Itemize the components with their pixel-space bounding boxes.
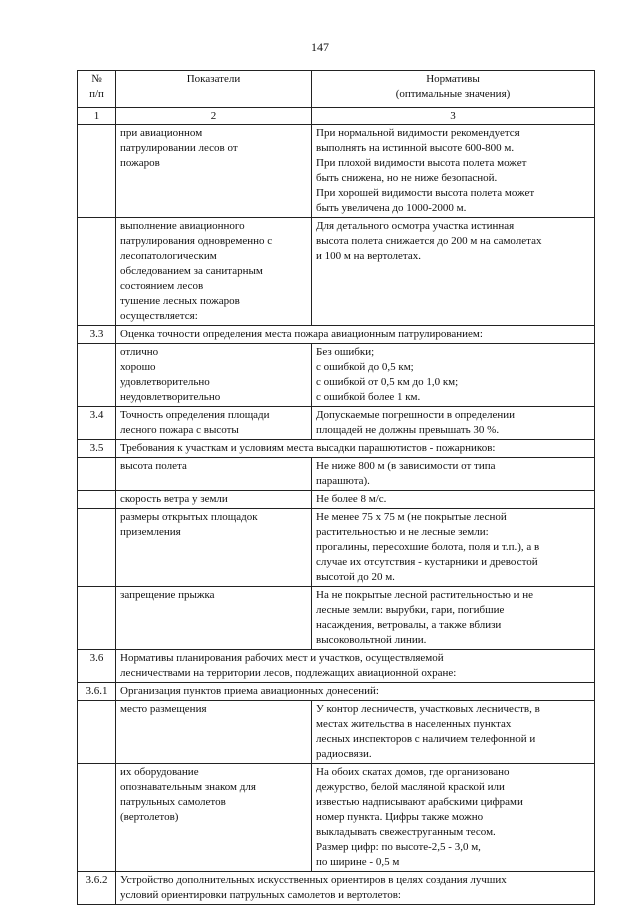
norm-line: высоковольтной линии.	[316, 634, 427, 646]
section-row	[78, 650, 595, 683]
row-number-cell	[78, 125, 116, 218]
norm-line: и 100 м на вертолетах.	[316, 250, 421, 262]
norm-line: парашюта).	[316, 475, 370, 487]
indicator-line: приземления	[120, 526, 181, 538]
section-title	[116, 650, 595, 683]
norm-line: случае их отсутствия - кустарники и древостой	[316, 556, 538, 568]
table-row	[78, 587, 595, 650]
norm-cell	[312, 407, 595, 440]
norm-line: Без ошибки;	[316, 346, 375, 358]
norm-line: выкладывать свежеструганным тесом.	[316, 826, 496, 838]
section-row	[78, 440, 595, 458]
section-title-line: лесничествами на территории лесов, подлежащих авиационной охране:	[120, 667, 457, 679]
header-col-norms-line: Нормативы	[426, 73, 480, 85]
indicator-cell	[116, 509, 312, 587]
norm-line: с ошибкой до 0,5 км;	[316, 361, 414, 373]
header-col-norms-line: (оптимальные значения)	[395, 88, 511, 100]
norm-line: номер пункта. Цифры также можно	[316, 811, 484, 823]
norm-cell	[312, 344, 595, 407]
norm-line: Не более 8 м/с.	[316, 493, 387, 505]
indicator-line: тушение лесных пожаров	[120, 295, 240, 307]
section-title: Организация пунктов приема авиационных донесений:	[116, 683, 595, 701]
section-title	[116, 872, 595, 905]
norm-cell	[312, 125, 595, 218]
table-row	[78, 509, 595, 587]
norm-cell	[312, 509, 595, 587]
indicator-line: отлично	[120, 346, 159, 358]
section-row	[78, 872, 595, 905]
indicator-cell	[116, 587, 312, 650]
norm-cell	[312, 218, 595, 326]
norm-line: лесные земли: вырубки, гари, погибшие	[316, 604, 505, 616]
section-number: 3.5	[78, 440, 116, 458]
norm-line: с ошибкой от 0,5 км до 1,0 км;	[316, 376, 459, 388]
indicator-line: размеры открытых площадок	[120, 511, 258, 523]
indicator-line: Точность определения площади	[120, 409, 270, 421]
section-number: 3.6.2	[78, 872, 116, 905]
indicator-cell	[116, 458, 312, 491]
norm-line: прогалины, пересохшие болота, поля и т.п.), а в	[316, 541, 540, 553]
norm-line: Для детального осмотра участка истинная	[316, 220, 515, 232]
norm-line: высота полета снижается до 200 м на самолетах	[316, 235, 542, 247]
indicator-cell	[116, 344, 312, 407]
section-title-line: условий ориентировки патрульных самолетов и вертолетов:	[120, 889, 401, 901]
norm-cell	[312, 587, 595, 650]
indicator-cell	[116, 218, 312, 326]
norm-cell	[312, 458, 595, 491]
section-title-line: Устройство дополнительных искусственных ориентиров в целях создания лучших	[120, 874, 507, 886]
norm-line: радиосвязи.	[316, 748, 372, 760]
indicator-line: хорошо	[120, 361, 156, 373]
header-col-indicators: Показатели	[116, 71, 312, 108]
norm-line: У контор лесничеств, участковых лесничеств, в	[316, 703, 540, 715]
table-row	[78, 218, 595, 326]
norms-table	[77, 70, 595, 905]
section-row	[78, 407, 595, 440]
page-number: 147	[311, 40, 329, 54]
norm-line: высотой до 20 м.	[316, 571, 395, 583]
norm-line: растительностью и не лесные земли:	[316, 526, 489, 538]
norm-line: При плохой видимости высота полета может	[316, 157, 527, 169]
norm-line: Не ниже 800 м (в зависимости от типа	[316, 460, 496, 472]
norm-line: площадей не должны превышать 30 %.	[316, 424, 500, 436]
row-number-cell	[78, 491, 116, 509]
indicator-cell	[116, 125, 312, 218]
indicator-line: пожаров	[120, 157, 160, 169]
row-number-cell	[78, 458, 116, 491]
indicator-line: патрулировании лесов от	[120, 142, 238, 154]
row-number-cell	[78, 509, 116, 587]
norm-line: местах жительства в населенных пунктах	[316, 718, 512, 730]
indicator-line: удовлетворительно	[120, 376, 210, 388]
table-row	[78, 458, 595, 491]
norm-line: На не покрытые лесной растительностью и не	[316, 589, 533, 601]
section-number: 3.4	[78, 407, 116, 440]
section-row	[78, 326, 595, 344]
indicator-cell	[116, 701, 312, 764]
norm-line: Размер цифр: по высоте-2,5 - 3,0 м,	[316, 841, 481, 853]
indicator-line: высота полета	[120, 460, 187, 472]
column-number: 1	[78, 108, 116, 125]
row-number-cell	[78, 701, 116, 764]
row-number-cell	[78, 344, 116, 407]
norm-line: Допускаемые погрешности в определении	[316, 409, 516, 421]
table-row	[78, 125, 595, 218]
table-row	[78, 344, 595, 407]
norm-line: выполнять на истинной высоте 600-800 м.	[316, 142, 515, 154]
indicator-line: лесопатологическим	[120, 250, 217, 262]
norm-line: быть снижена, но не ниже безопасной.	[316, 172, 498, 184]
indicator-line: выполнение авиационного	[120, 220, 245, 232]
header-col-norms	[312, 71, 595, 108]
indicator-line: опознавательным знаком для	[120, 781, 256, 793]
indicator-line: их оборудование	[120, 766, 199, 778]
indicator-line: осуществляется:	[120, 310, 198, 322]
norm-line: быть увеличена до 1000-2000 м.	[316, 202, 467, 214]
column-number: 2	[116, 108, 312, 125]
section-title: Требования к участкам и условиям места высадки парашютистов - пожарников:	[116, 440, 595, 458]
section-number: 3.3	[78, 326, 116, 344]
table-row	[78, 491, 595, 509]
table-row	[78, 764, 595, 872]
indicator-line: патрулирования одновременно с	[120, 235, 273, 247]
table-header-row	[78, 71, 595, 108]
norm-line: При нормальной видимости рекомендуется	[316, 127, 520, 139]
section-title: Оценка точности определения места пожара авиационным патрулированием:	[116, 326, 595, 344]
norm-line: дежурство, белой масляной краской или	[316, 781, 505, 793]
norm-cell	[312, 764, 595, 872]
row-number-cell	[78, 764, 116, 872]
indicator-line: патрульных самолетов	[120, 796, 226, 808]
norm-line: насаждения, ветровалы, а также вблизи	[316, 619, 502, 631]
norm-cell	[312, 701, 595, 764]
norm-line: с ошибкой более 1 км.	[316, 391, 421, 403]
indicator-line: (вертолетов)	[120, 811, 179, 823]
indicator-line: скорость ветра у земли	[120, 493, 228, 505]
row-number-cell	[78, 587, 116, 650]
norm-line: На обоих скатах домов, где организовано	[316, 766, 510, 778]
indicator-line: при авиационном	[120, 127, 203, 139]
indicator-cell	[116, 491, 312, 509]
row-number-cell	[78, 218, 116, 326]
header-col-number-line: п/п	[89, 88, 104, 100]
section-number: 3.6.1	[78, 683, 116, 701]
header-col-number-line: №	[91, 73, 102, 85]
indicator-line: лесного пожара с высоты	[120, 424, 239, 436]
indicator-cell	[116, 764, 312, 872]
norm-line: известью надписывают арабскими цифрами	[316, 796, 523, 808]
column-numbers-row	[78, 108, 595, 125]
indicator-line: место размещения	[120, 703, 207, 715]
header-col-number	[78, 71, 116, 108]
table-row	[78, 701, 595, 764]
indicator-cell	[116, 407, 312, 440]
column-number: 3	[312, 108, 595, 125]
norm-cell	[312, 491, 595, 509]
section-row	[78, 683, 595, 701]
indicator-line: обследованием за санитарным	[120, 265, 263, 277]
norm-line: лесных инспекторов с наличием телефонной и	[316, 733, 536, 745]
norm-line: Не менее 75 х 75 м (не покрытые лесной	[316, 511, 507, 523]
indicator-line: состоянием лесов	[120, 280, 204, 292]
indicator-line: запрещение прыжка	[120, 589, 215, 601]
section-number: 3.6	[78, 650, 116, 683]
indicator-line: неудовлетворительно	[120, 391, 221, 403]
norm-line: При хорошей видимости высота полета может	[316, 187, 535, 199]
section-title-line: Нормативы планирования рабочих мест и участков, осуществляемой	[120, 652, 444, 664]
norm-line: по ширине - 0,5 м	[316, 856, 400, 868]
